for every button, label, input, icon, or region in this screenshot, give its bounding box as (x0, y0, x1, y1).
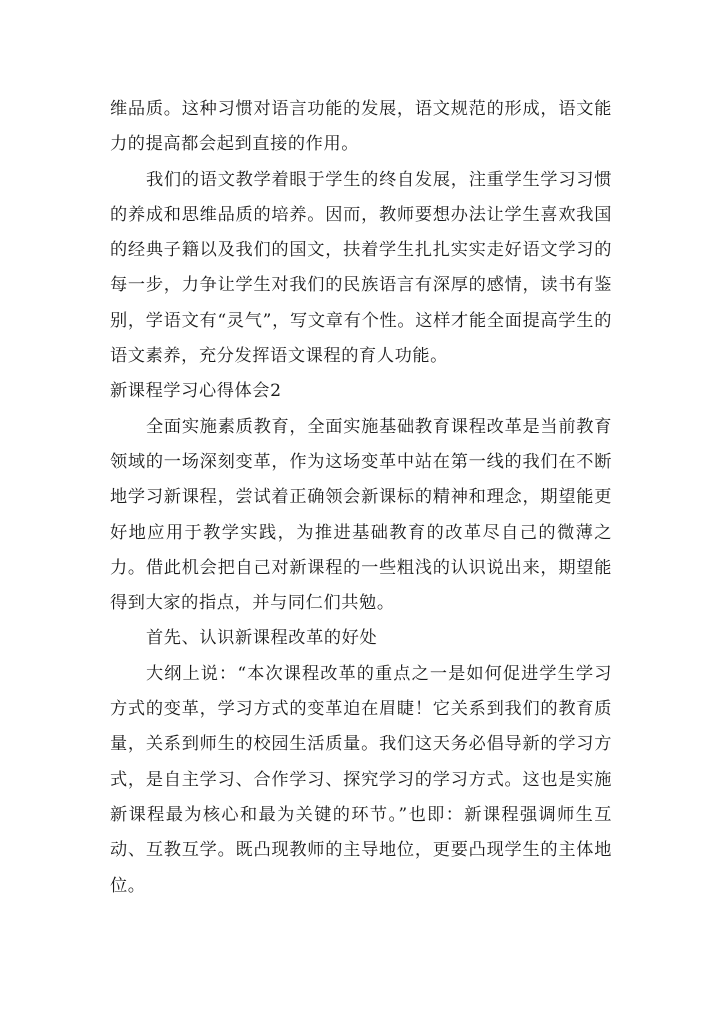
paragraph-continued: 维品质。这种习惯对语言功能的发展，语文规范的形成，语文能力的提高都会起到直接的作用。 (110, 99, 612, 155)
subsection-heading: 首先、认识新课程改革的好处 (146, 628, 378, 649)
paragraph-syllabus-quote: 大纲上说：“本次课程改革的重点之一是如何促进学生学习方式的变革，学习方式的变革迫在眉睫！它关系到我们的教育质量，关系到师生的校园生活质量。我们这天务必倡导新的学习方式，是自主学习、合作学习、探究学习的学习方式。这也是实施新课程最为核心和最为关键的环节。”也即：新课程强调师生互动、互教互学。既凸现教师的主导地位，更要凸现学生的主体地位。 (110, 663, 612, 896)
document-body (110, 92, 612, 904)
section-title: 新课程学习心得体会2 (110, 381, 282, 402)
paragraph-teaching-goals: 我们的语文教学着眼于学生的终自发展，注重学生学习习惯的养成和思维品质的培养。因而，教师要想办法让学生喜欢我国的经典子籍以及我们的国文，扶着学生扎扎实实走好语文学习的每一步，力争让学生对我们的民族语言有深厚的感情，读书有鉴别，学语文有“灵气”，写文章有个性。这样才能全面提高学生的语文素养，充分发挥语文课程的育人功能。 (110, 169, 612, 367)
paragraph-curriculum-reform: 全面实施素质教育，全面实施基础教育课程改革是当前教育领域的一场深刻变革，作为这场变革中站在第一线的我们在不断地学习新课程，尝试着正确领会新课标的精神和理念，期望能更好地应用于教学实践，为推进基础教育的改革尽自己的微薄之力。借此机会把自己对新课程的一些粗浅的认识说出来，期望能得到大家的指点，并与同仁们共勉。 (110, 416, 612, 614)
